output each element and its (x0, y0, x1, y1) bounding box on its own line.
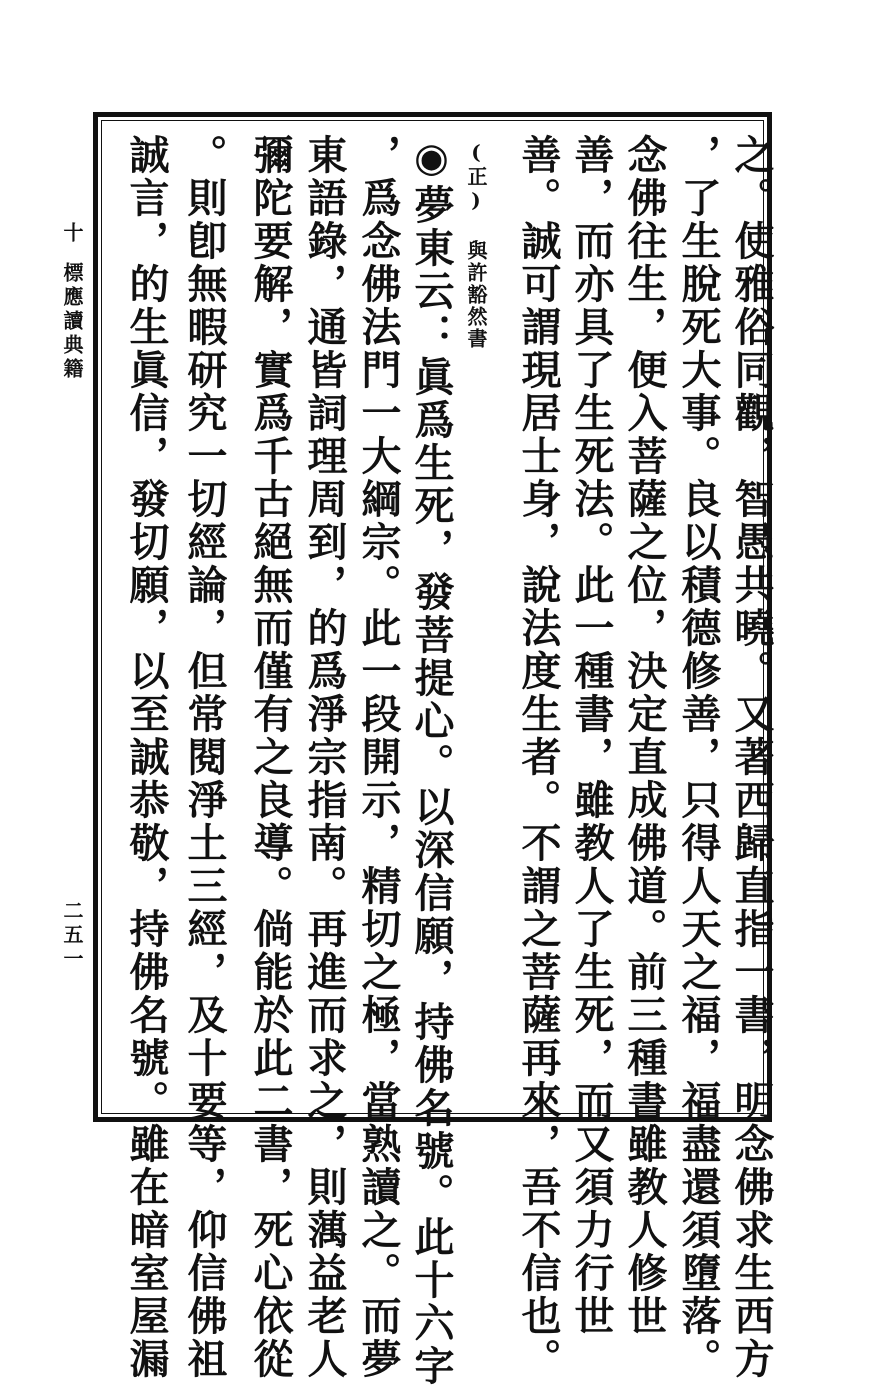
text-column-10: 彌陀要解，實爲千古絕無而僅有之良導。倘能於此二書，死心依從 (247, 134, 294, 1381)
text-column-9: 東語錄，通皆詞理周到，的爲淨宗指南。再進而求之，則蕅益老人 (301, 134, 348, 1381)
text-column-7: ◉夢東云：眞爲生死，發菩提心。以深信願，持佛名號。此十六字 (408, 134, 455, 1388)
letter-heading: (正) 與許豁然書 (464, 140, 488, 350)
text-column-5: 善。誠可謂現居士身，說法度生者。不謂之菩薩再來，吾不信也。 (515, 134, 562, 1381)
text-column-8: ，爲念佛法門一大綱宗。此一段開示，精切之極，當熟讀之。而夢 (355, 134, 402, 1381)
page-number: 二五一 (60, 900, 84, 972)
text-column-3: 念佛往生，便入菩薩之位，決定直成佛道。前三種書雖教人修世 (621, 134, 668, 1338)
text-column-2: ，了生脫死大事。良以積德修善，只得人天之福，福盡還須墮落。 (675, 134, 722, 1381)
text-column-11: 。則卽無暇研究一切經論，但常閱淨土三經，及十要等，仰信佛祖 (181, 134, 228, 1381)
book-title: 標應讀典籍 (60, 262, 84, 382)
chapter-number: 十 (60, 222, 84, 246)
text-column-12: 誠言，的生眞信，發切願，以至誠恭敬，持佛名號。雖在暗室屋漏 (123, 134, 170, 1381)
text-column-1: 之。使雅俗同觀，智愚共曉。又著西歸直指一書，明念佛求生西方 (728, 134, 775, 1381)
text-column-4: 善，而亦具了生死法。此一種書，雖教人了生死，而又須力行世 (568, 134, 615, 1338)
